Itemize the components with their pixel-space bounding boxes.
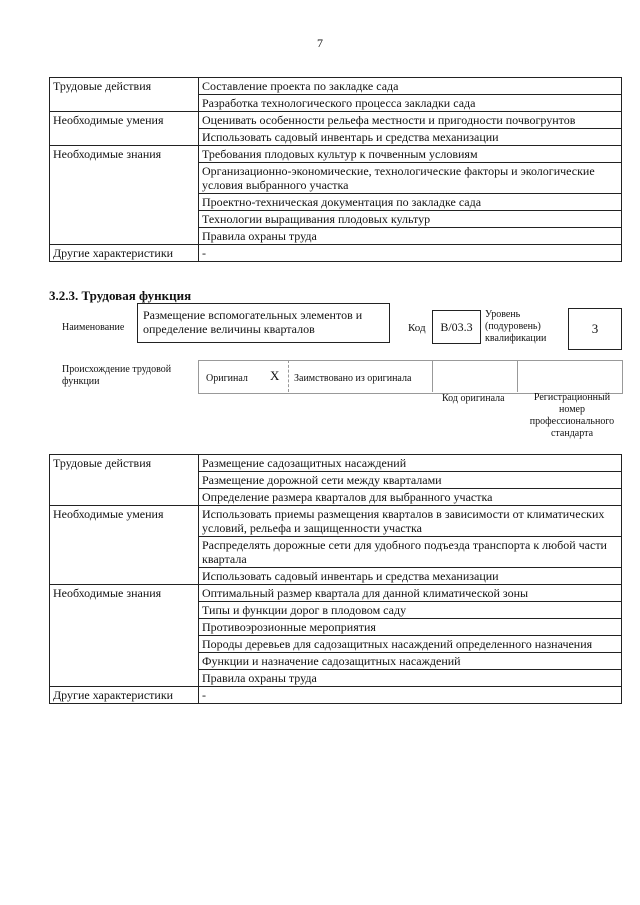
table-row: [50, 506, 622, 537]
page-number: 7: [317, 36, 323, 50]
row-item: Определение размера кварталов для выбранного участка: [199, 489, 622, 506]
row-item: Проектно-техническая документация по закладке сада: [199, 194, 622, 211]
table-row: [50, 112, 622, 129]
origin-divider-3: [517, 360, 518, 392]
requirements-table-2: [49, 454, 622, 704]
requirements-table-1: [49, 77, 622, 262]
origin-divider-2: [432, 360, 433, 392]
row-header: Другие характеристики: [50, 687, 199, 704]
original-mark: X: [270, 368, 280, 383]
origin-divider-1: [288, 360, 289, 392]
table-row: [50, 146, 622, 163]
row-item: Использовать садовый инвентарь и средства механизации: [199, 568, 622, 585]
code-box: B/03.3: [432, 310, 481, 344]
level-box: 3: [568, 308, 622, 350]
row-item: Противоэрозионные мероприятия: [199, 619, 622, 636]
row-item: Размещение дорожной сети между кварталами: [199, 472, 622, 489]
row-item: Правила охраны труда: [199, 228, 622, 245]
table-row: [50, 687, 622, 704]
row-item: Размещение садозащитных насаждений: [199, 455, 622, 472]
row-item: Использовать садовый инвентарь и средства механизации: [199, 129, 622, 146]
row-header: Трудовые действия: [50, 78, 199, 112]
reg-number-label: Регистрационный номер профессионального стандарта: [529, 392, 615, 439]
row-header: Трудовые действия: [50, 455, 199, 506]
table-row: [50, 245, 622, 262]
level-label: Уровень (подуровень) квалификации: [485, 309, 547, 344]
row-item: Организационно-экономические, технологические факторы и экологические условия выбранного участка: [199, 163, 622, 194]
row-item: Функции и назначение садозащитных насаждений: [199, 653, 622, 670]
row-item: Оценивать особенности рельефа местности и пригодности почвогрунтов: [199, 112, 622, 129]
table-row: [50, 585, 622, 602]
function-name-box: Размещение вспомогательных элементов и определение величины кварталов: [137, 303, 390, 343]
name-label: Наименование: [62, 322, 125, 333]
section-title: 3.2.3. Трудовая функция: [49, 288, 192, 303]
row-header: Необходимые знания: [50, 585, 199, 687]
row-item: Оптимальный размер квартала для данной климатической зоны: [199, 585, 622, 602]
row-item: -: [199, 687, 622, 704]
row-item: Составление проекта по закладке сада: [199, 78, 622, 95]
row-item: Требования плодовых культур к почвенным условиям: [199, 146, 622, 163]
origin-label: Происхождение трудовой функции: [62, 364, 172, 387]
row-item: Технологии выращивания плодовых культур: [199, 211, 622, 228]
borrowed-label: Заимствовано из оригинала: [294, 373, 412, 384]
row-item: Типы и функции дорог в плодовом саду: [199, 602, 622, 619]
table-row: [50, 78, 622, 95]
row-item: Разработка технологического процесса закладки сада: [199, 95, 622, 112]
row-header: Другие характеристики: [50, 245, 199, 262]
code-original-label: Код оригинала: [442, 393, 505, 404]
row-item: Распределять дорожные сети для удобного подъезда транспорта к любой части квартала: [199, 537, 622, 568]
row-header: Необходимые умения: [50, 112, 199, 146]
row-header: Необходимые знания: [50, 146, 199, 245]
code-label: Код: [408, 322, 426, 334]
table-row: [50, 455, 622, 472]
row-header: Необходимые умения: [50, 506, 199, 585]
row-item: Использовать приемы размещения кварталов в зависимости от климатических условий, рельефа и защищенности участка: [199, 506, 622, 537]
row-item: Правила охраны труда: [199, 670, 622, 687]
row-item: -: [199, 245, 622, 262]
row-item: Породы деревьев для садозащитных насаждений определенного назначения: [199, 636, 622, 653]
original-label: Оригинал: [206, 373, 248, 384]
